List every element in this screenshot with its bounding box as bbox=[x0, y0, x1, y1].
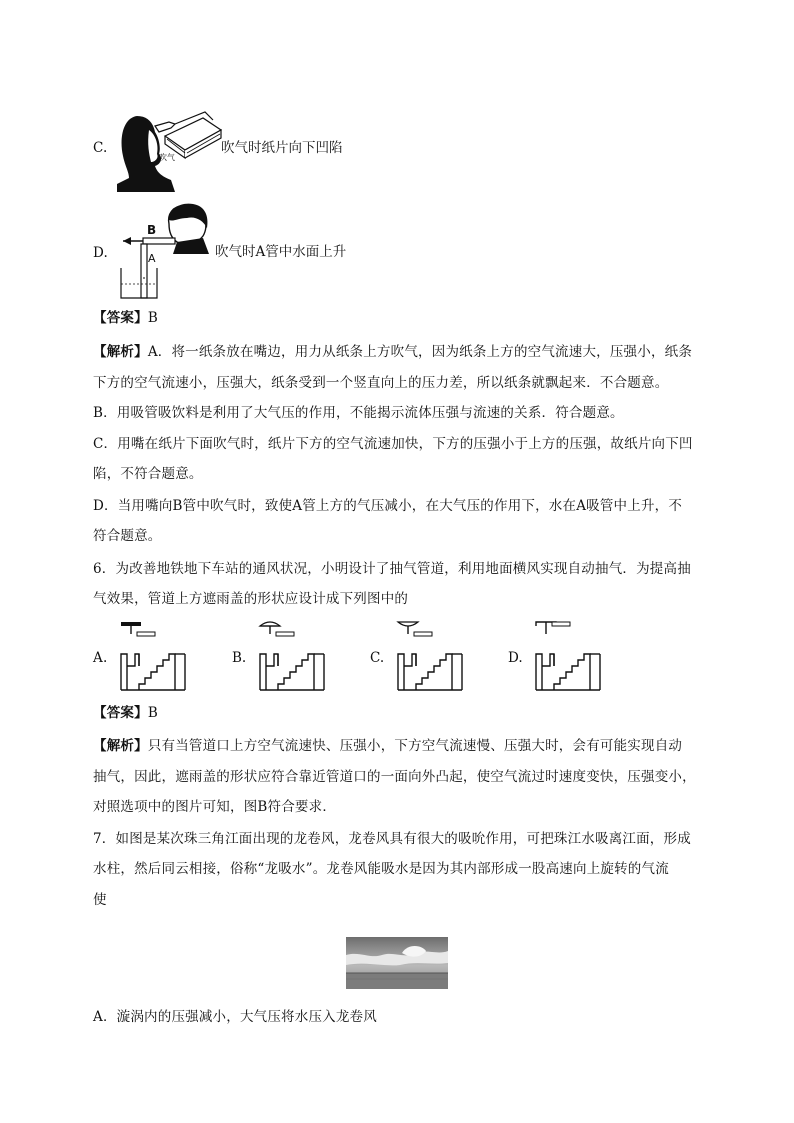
q6-option-c-letter: C. bbox=[370, 650, 385, 666]
q5-analysis-line-2: 下方的空气流速小，压强大，纸条受到一个竖直向上的压力差，所以纸条就飘起来．不合题意。 bbox=[93, 375, 669, 391]
q7-stem-line-2: 水柱，然后同云相接，俗称“龙吸水”。龙卷风能吸水是因为其内部形成一股高速向上旋转的气流 bbox=[93, 861, 669, 877]
q5-analysis-line-3: B．用吸管吸饮料是利用了大气压的作用，不能揭示流体压强与流速的关系．符合题意。 bbox=[93, 405, 624, 421]
q6-option-a-figure bbox=[117, 618, 193, 692]
q5-answer-value: B bbox=[147, 310, 158, 326]
option-d-label-a: A bbox=[148, 252, 156, 265]
q6-option-b-figure bbox=[256, 618, 332, 692]
q5-analysis-line-6: D．当用嘴向B管中吹气时，致使A管上方的气压减小，在大气压的作用下，水在A吸管中上升，不 bbox=[93, 498, 683, 514]
q5-analysis-line-7: 符合题意。 bbox=[93, 528, 162, 544]
q5-analysis-line-1 bbox=[93, 342, 692, 362]
q6-option-a-letter: A. bbox=[93, 650, 108, 666]
q7-stem-line-3: 使 bbox=[93, 892, 107, 908]
q6-stem-line-1: 6．为改善地铁地下车站的通风状况，小明设计了抽气管道，利用地面横风实现自动抽气．为提高抽 bbox=[93, 561, 691, 577]
q6-analysis-line-1 bbox=[93, 736, 682, 756]
q6-option-d-figure bbox=[532, 618, 608, 692]
q5-answer-tag: 【答案】 bbox=[93, 310, 148, 326]
q6-stem-line-2: 气效果，管道上方遮雨盖的形状应设计成下列图中的 bbox=[93, 591, 409, 607]
q5-analysis-text-0: A．将一纸条放在嘴边，用力从纸条上方吹气，因为纸条上方的空气流速大，压强小，纸条 bbox=[147, 344, 693, 360]
q5-analysis-line-5: 陷，不符合题意。 bbox=[93, 466, 203, 482]
q6-option-b-letter: B. bbox=[232, 650, 247, 666]
option-c-figure-label: 吹气 bbox=[159, 153, 175, 162]
q7-stem-line-1: 7．如图是某次珠三角江面出现的龙卷风，龙卷风具有很大的吸吮作用，可把珠江水吸离江面，形成 bbox=[93, 831, 691, 847]
q5-answer bbox=[93, 308, 158, 328]
option-c-letter: C. bbox=[93, 140, 108, 156]
q6-analysis-tag: 【解析】 bbox=[93, 738, 148, 754]
option-d-label-b: B bbox=[147, 223, 157, 237]
q6-analysis-line-2: 抽气，因此，遮雨盖的形状应符合靠近管道口的一面向外凸起，使空气流过时速度变快，压强变小， bbox=[93, 769, 696, 785]
q6-option-d-letter: D. bbox=[508, 650, 523, 666]
q6-analysis-text-0: 只有当管道口上方空气流速快、压强小，下方空气流速慢、压强大时，会有可能实现自动 bbox=[147, 738, 683, 754]
tornado-photo bbox=[346, 937, 448, 989]
option-c-caption: 吹气时纸片向下凹陷 bbox=[221, 140, 343, 156]
q6-answer-value: B bbox=[147, 705, 158, 721]
option-d-caption: 吹气时A管中水面上升 bbox=[215, 244, 347, 260]
q6-option-c-figure bbox=[394, 618, 470, 692]
option-c-figure bbox=[115, 108, 223, 192]
q5-analysis-tag: 【解析】 bbox=[93, 344, 148, 360]
q6-answer-tag: 【答案】 bbox=[93, 705, 148, 721]
q5-analysis-line-4: C．用嘴在纸片下面吹气时，纸片下方的空气流速加快，下方的压强小于上方的压强，故纸片向下凹 bbox=[93, 436, 693, 452]
option-d-letter: D. bbox=[93, 245, 109, 261]
q6-analysis-line-3: 对照选项中的图片可知，图B符合要求． bbox=[93, 799, 337, 815]
q6-answer bbox=[93, 703, 158, 723]
option-d-figure bbox=[113, 200, 215, 300]
q7-option-a: A．漩涡内的压强减小，大气压将水压入龙卷风 bbox=[93, 1009, 377, 1025]
